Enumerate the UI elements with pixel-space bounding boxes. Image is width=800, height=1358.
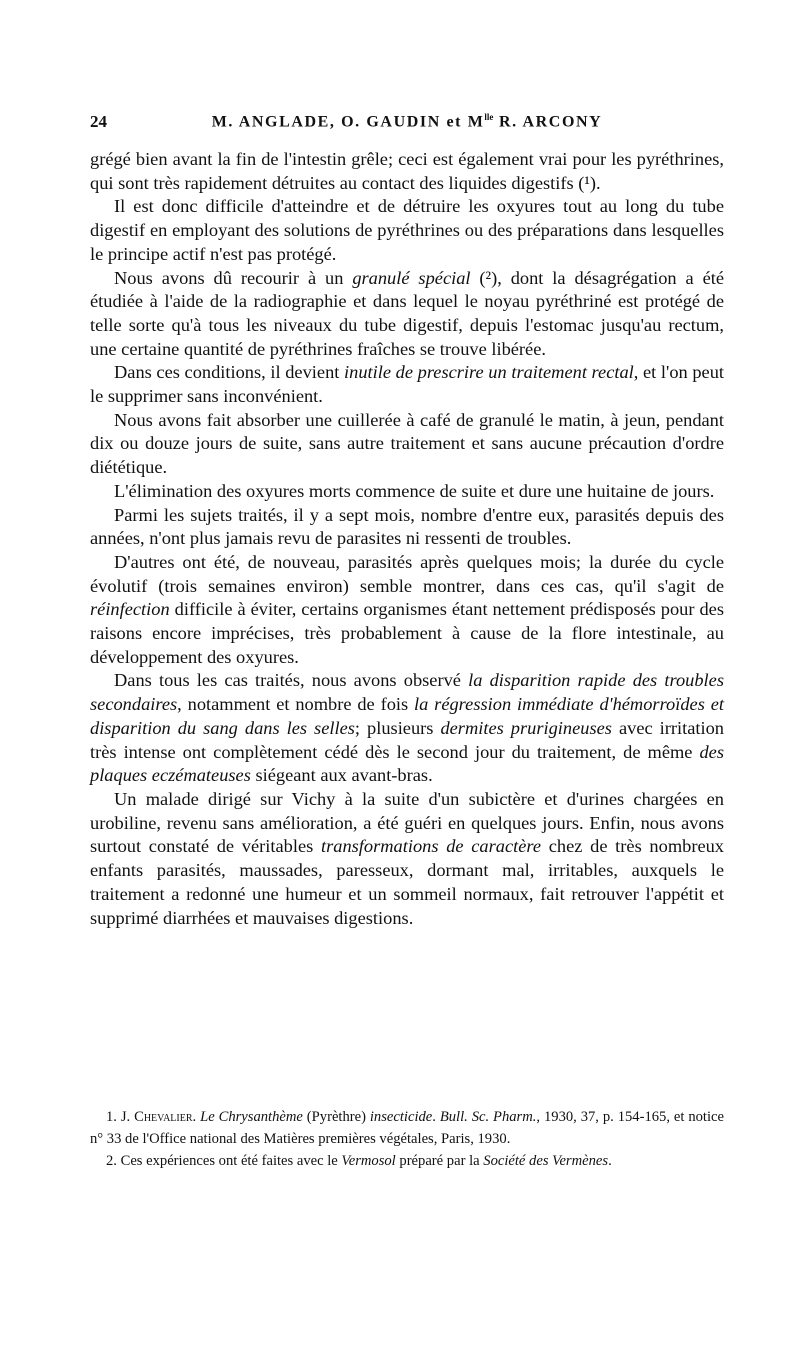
text-run: 2. Ces expériences ont été faites avec le bbox=[106, 1153, 342, 1169]
italic-text: Vermosol bbox=[341, 1153, 396, 1169]
paragraph: grégé bien avant la fin de l'intestin grêle; ceci est également vrai pour les pyréthrines, qui sont très rapidement détruites au contact des liquides digestifs (¹). bbox=[90, 149, 724, 193]
text-run: Nous avons dû recourir à un bbox=[114, 267, 353, 288]
italic-text: réinfection bbox=[90, 599, 170, 620]
footnote-author: Chevalier bbox=[134, 1109, 193, 1125]
paragraph bbox=[90, 361, 724, 408]
text-run: préparé par la bbox=[395, 1153, 484, 1169]
italic-text: Société des Vermènes bbox=[483, 1153, 609, 1169]
text-run: (²), dont la désagrégation a été étudiée à l'aide de la radiographie et dans lequel le noyau pyréthriné est protégé de telle sorte qu'à tous les niveaux du tube digestif, depuis l'estomac jusqu'au rectum, une certaine quantité de pyréthrines fraîches se trouve libérée. bbox=[90, 267, 725, 359]
text-run: (Pyrèthre) bbox=[302, 1109, 370, 1125]
text-run: , et l'on peut le supprimer sans inconvénient. bbox=[90, 362, 725, 407]
italic-text: la disparition rapide des troubles secondaires bbox=[90, 670, 724, 715]
authors-part-a: M. ANGLADE, O. GAUDIN et M bbox=[211, 113, 485, 131]
text-run: , 1930, 37, p. 154-165, et notice n° 33 de l'Office national des Matières premières végétales, Paris, 1930. bbox=[90, 1109, 724, 1147]
text-run: 1. J. bbox=[106, 1109, 135, 1125]
text-run: chez de très nombreux enfants parasités, maussades, paresseux, dormant mal, irritables, auxquels le traitement a redonné une humeur et un sommeil normaux, fait retrouver l'appétit et supprimé diarrhées et mauvaises digestions. bbox=[90, 836, 725, 928]
italic-text: granulé spécial bbox=[352, 267, 471, 288]
text-run: . bbox=[192, 1109, 201, 1125]
paragraph bbox=[90, 788, 724, 930]
paragraph bbox=[90, 551, 724, 670]
paragraph bbox=[90, 669, 724, 788]
text-run: avec irritation très intense ont complètement cédé dès le second jour du traitement, de même bbox=[90, 717, 724, 762]
text-run: Un malade dirigé sur Vichy à la suite d'un subictère et d'urines chargées en urobiline, revenu sans amélioration, a été guéri en quelques jours. Enfin, nous avons surtout constaté de véritables bbox=[90, 788, 724, 857]
italic-text: la régression immédiate d'hémorroïdes et disparition du sang dans les selles bbox=[90, 694, 724, 738]
footnotes bbox=[90, 1106, 724, 1172]
running-head-authors bbox=[90, 112, 724, 131]
paragraph: Il est donc difficile d'atteindre et de détruire les oxyures tout au long du tube digestif en employant des solutions de pyréthrines ou des préparations dans lesquelles le principe actif n'est pas protégé. bbox=[90, 196, 724, 264]
italic-text: des plaques eczémateuses bbox=[90, 741, 724, 786]
paragraph: Nous avons fait absorber une cuillerée à café de granulé le matin, à jeun, pendant dix ou douze jours de suite, sans autre traitement et sans aucune précaution d'ordre diététique. bbox=[90, 409, 724, 478]
italic-text: Le Chrysanthème bbox=[200, 1109, 303, 1125]
authors-superscript: lle bbox=[484, 112, 494, 122]
italic-text: insecticide bbox=[369, 1109, 433, 1125]
italic-text: Bull. Sc. Pharm. bbox=[439, 1109, 537, 1125]
text-run: D'autres ont été, de nouveau, parasités après quelques mois; la durée du cycle évolutif (trois semaines environ) semble montrer, dans ces cas, qu'il s'agit de bbox=[90, 551, 724, 596]
authors-part-b: R. ARCONY bbox=[493, 113, 603, 131]
text-run: . bbox=[608, 1153, 612, 1169]
italic-text: dermites prurigineuses bbox=[440, 717, 612, 738]
paragraph: Parmi les sujets traités, il y a sept mois, nombre d'entre eux, parasités depuis des années, n'ont plus jamais revu de parasites ni ressenti de troubles. bbox=[90, 504, 724, 549]
page-number: 24 bbox=[90, 112, 107, 131]
text-run: Dans ces conditions, il devient bbox=[114, 362, 345, 383]
text-run: , notamment et nombre de fois bbox=[177, 694, 415, 715]
text-run: difficile à éviter, certains organismes étant nettement prédisposés pour des raisons encore imprécises, très probablement à cause de la flore intestinale, au développement des oxyures. bbox=[90, 599, 724, 667]
italic-text: inutile de prescrire un traitement rectal bbox=[344, 362, 634, 383]
running-header bbox=[90, 112, 724, 140]
text-run: . bbox=[432, 1109, 440, 1125]
paragraph bbox=[90, 267, 724, 362]
italic-text: transformations de caractère bbox=[320, 836, 542, 857]
text-run: siégeant aux avant-bras. bbox=[250, 765, 433, 786]
text-run: Dans tous les cas traités, nous avons observé bbox=[114, 670, 469, 691]
paragraph: L'élimination des oxyures morts commence de suite et dure une huitaine de jours. bbox=[114, 480, 715, 501]
footnote-2 bbox=[90, 1150, 724, 1172]
text-run: ; plusieurs bbox=[354, 717, 441, 738]
body-text bbox=[90, 148, 724, 930]
footnote-1 bbox=[90, 1106, 724, 1150]
